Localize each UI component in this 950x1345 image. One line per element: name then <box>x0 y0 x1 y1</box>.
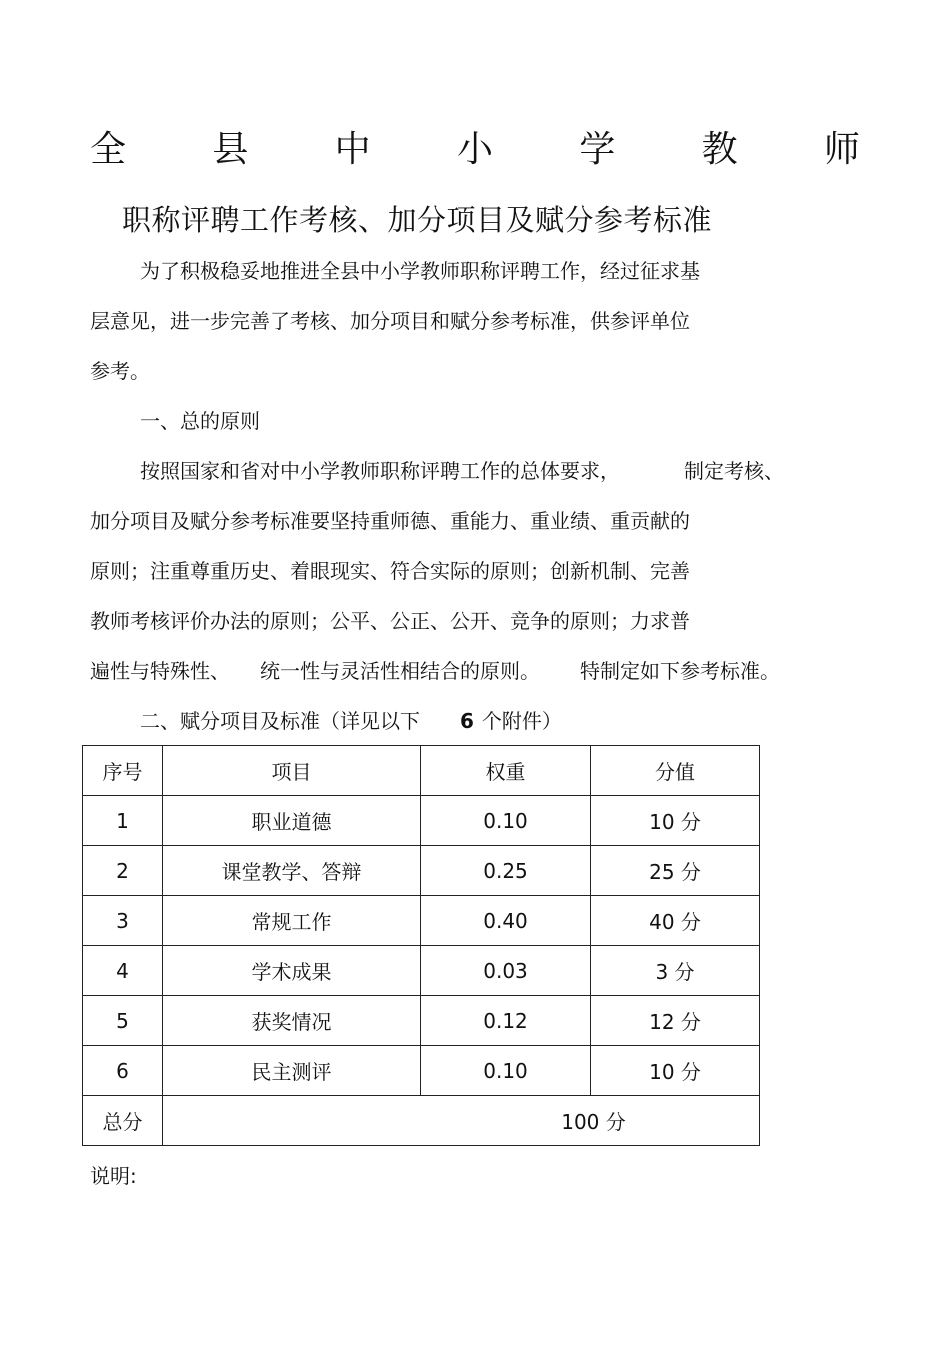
section1-line-5c: 特制定如下参考标准。 <box>580 659 780 683</box>
section2-heading <box>140 708 562 734</box>
section1-line-2: 加分项目及赋分参考标准要坚持重师德、重能力、重业绩、重贡献的 <box>90 509 690 533</box>
section2-heading-num: 6 <box>460 709 474 733</box>
table-cell: 10 分 <box>591 796 760 846</box>
title-char: 学 <box>579 129 616 170</box>
table-header-row <box>83 746 760 796</box>
table-cell: 3 <box>83 896 163 946</box>
table-cell: 学术成果 <box>163 946 421 996</box>
document-title-line2: 职称评聘工作考核、加分项目及赋分参考标准 <box>122 203 713 237</box>
intro-line-1: 为了积极稳妥地推进全县中小学教师职称评聘工作，经过征求基 <box>140 259 700 283</box>
table-row <box>83 946 760 996</box>
title-char: 教 <box>701 129 738 170</box>
table-cell: 0.10 <box>421 796 591 846</box>
section1-line-1 <box>140 458 784 484</box>
document-title-line1 <box>90 128 860 172</box>
section1-line-1a: 按照国家和省对中小学教师职称评聘工作的总体要求， <box>140 459 620 483</box>
section1-line-5a: 遍性与特殊性、 <box>90 659 230 683</box>
intro-line-2: 层意见，进一步完善了考核、加分项目和赋分参考标准，供参评单位 <box>90 309 690 333</box>
table-cell: 2 <box>83 846 163 896</box>
table-cell: 5 <box>83 996 163 1046</box>
table-total-value: 100 分 <box>163 1096 760 1146</box>
table-header-cell: 权重 <box>421 746 591 796</box>
section1-line-1b: 制定考核、 <box>684 459 784 483</box>
table-cell: 0.10 <box>421 1046 591 1096</box>
table-row <box>83 846 760 896</box>
table-cell: 1 <box>83 796 163 846</box>
table-cell: 6 <box>83 1046 163 1096</box>
table-header-cell: 项目 <box>163 746 421 796</box>
table-cell: 0.40 <box>421 896 591 946</box>
title-char: 县 <box>212 129 249 170</box>
score-table <box>82 745 760 1146</box>
table-cell: 4 <box>83 946 163 996</box>
table-cell: 获奖情况 <box>163 996 421 1046</box>
table-header-cell: 序号 <box>83 746 163 796</box>
table-cell: 常规工作 <box>163 896 421 946</box>
section1-heading: 一、总的原则 <box>140 409 260 433</box>
section2-heading-b: 个附件） <box>481 709 562 733</box>
table-cell: 3 分 <box>591 946 760 996</box>
title-char: 小 <box>456 129 493 170</box>
table-cell: 0.03 <box>421 946 591 996</box>
table-row <box>83 1046 760 1096</box>
note-label: 说明: <box>90 1164 137 1188</box>
section1-line-5 <box>90 658 780 684</box>
table-cell: 10 分 <box>591 1046 760 1096</box>
table-cell: 40 分 <box>591 896 760 946</box>
table-row <box>83 896 760 946</box>
title-char: 中 <box>334 129 371 170</box>
table-row <box>83 796 760 846</box>
section1-line-3: 原则；注重尊重历史、着眼现实、符合实际的原则；创新机制、完善 <box>90 559 690 583</box>
section1-line-4: 教师考核评价办法的原则；公平、公正、公开、竞争的原则；力求普 <box>90 609 690 633</box>
table-cell: 0.25 <box>421 846 591 896</box>
table-cell: 0.12 <box>421 996 591 1046</box>
table-cell: 民主测评 <box>163 1046 421 1096</box>
section2-heading-a: 二、赋分项目及标准（详见以下 <box>140 709 420 733</box>
title-char: 师 <box>823 129 860 170</box>
intro-line-3: 参考。 <box>90 359 150 383</box>
table-total-label: 总分 <box>83 1096 163 1146</box>
table-row <box>83 996 760 1046</box>
table-cell: 12 分 <box>591 996 760 1046</box>
table-header-cell: 分值 <box>591 746 760 796</box>
table-cell: 25 分 <box>591 846 760 896</box>
title-char: 全 <box>90 129 127 170</box>
section1-line-5b: 统一性与灵活性相结合的原则。 <box>260 659 540 683</box>
table-cell: 课堂教学、答辩 <box>163 846 421 896</box>
table-total-row <box>83 1096 760 1146</box>
table-cell: 职业道德 <box>163 796 421 846</box>
